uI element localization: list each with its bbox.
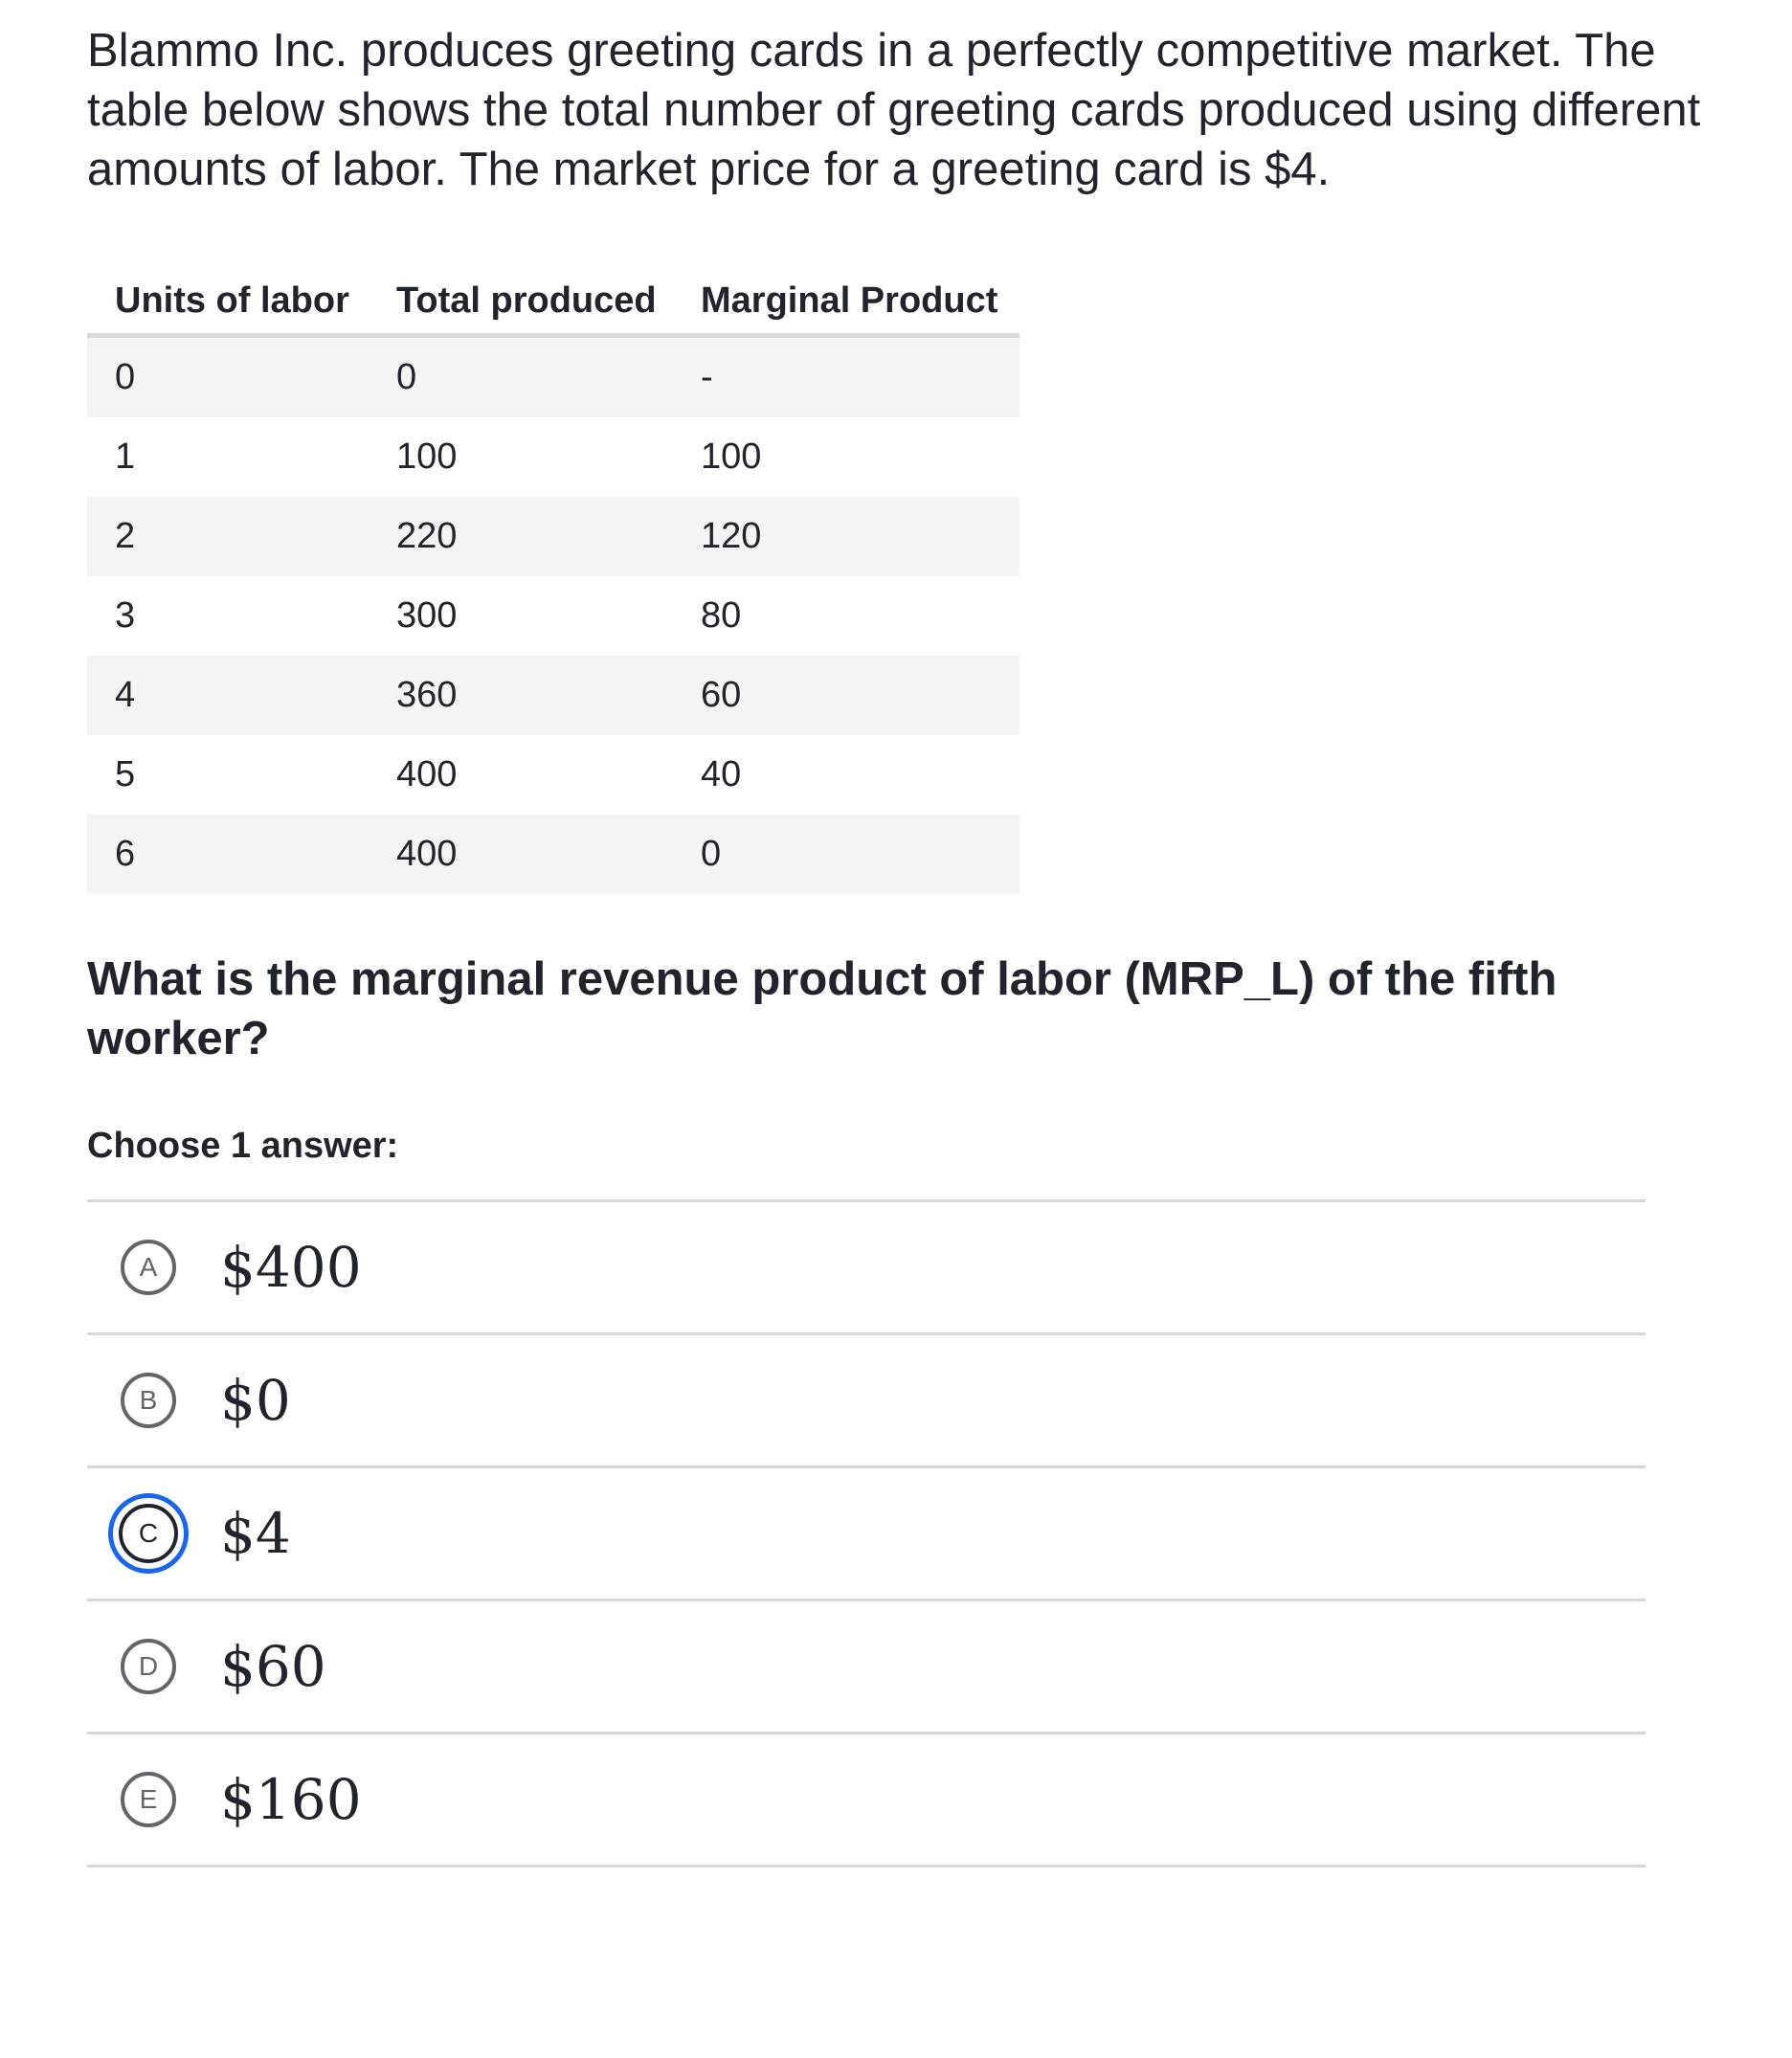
cell-units-of-labor: 5 <box>115 754 136 794</box>
cell-total-produced: 400 <box>369 815 673 894</box>
choice-label: $160 <box>220 1767 362 1832</box>
cell-marginal-product: 0 <box>673 815 1019 894</box>
cell-total-produced: 100 <box>396 436 458 477</box>
cell-marginal-product: 60 <box>673 656 1019 735</box>
cell-units-of-labor: 4 <box>87 656 369 735</box>
header-marginal-product: Marginal Product <box>673 268 1019 336</box>
cell-total-produced: 220 <box>369 497 673 576</box>
cell-total-produced: 0 <box>369 336 673 418</box>
choice-letter-c-icon: C <box>119 1504 178 1563</box>
cell-units-of-labor: 1 <box>115 436 136 477</box>
choice-b[interactable] <box>87 1335 1646 1468</box>
choice-letter-a-icon: A <box>121 1240 176 1295</box>
cell-marginal-product: 120 <box>673 497 1019 576</box>
table-header-row <box>87 268 1019 336</box>
choose-instruction: Choose 1 answer: <box>87 1126 399 1166</box>
choice-letter-e-icon: E <box>121 1772 176 1827</box>
cell-total-produced: 400 <box>396 754 458 794</box>
cell-total-produced: 360 <box>369 656 673 735</box>
choice-label: $60 <box>220 1634 326 1699</box>
cell-units-of-labor: 6 <box>87 815 369 894</box>
labor-table <box>87 268 1019 894</box>
table-row <box>87 576 1019 656</box>
exercise-content <box>87 21 1714 1868</box>
choice-letter-b-icon: B <box>121 1373 176 1428</box>
selected-ring-icon <box>108 1493 189 1574</box>
cell-units-of-labor: 3 <box>115 595 136 636</box>
choice-a[interactable] <box>87 1202 1646 1335</box>
cell-units-of-labor: 0 <box>87 336 369 418</box>
table-row <box>87 417 1019 497</box>
table-row <box>87 497 1019 576</box>
problem-intro: Blammo Inc. produces greeting cards in a perfectly competitive market. The table below shows the total number of greeting cards produced using different amounts of labor. The market price for a greeting card is $4. <box>87 25 1701 195</box>
choice-label: $400 <box>220 1235 362 1300</box>
choice-e[interactable] <box>87 1734 1646 1868</box>
choice-letter-d-icon: D <box>121 1639 176 1694</box>
cell-marginal-product: - <box>673 336 1019 418</box>
cell-marginal-product: 80 <box>701 595 742 636</box>
choice-c-selected[interactable] <box>87 1468 1646 1601</box>
table-row <box>87 656 1019 735</box>
cell-marginal-product: 100 <box>701 436 762 477</box>
choice-d[interactable] <box>87 1601 1646 1734</box>
header-units-of-labor: Units of labor <box>87 268 369 336</box>
choice-label: $0 <box>220 1368 291 1433</box>
table-row <box>87 336 1019 418</box>
header-total-produced: Total produced <box>369 268 673 336</box>
question-text: What is the marginal revenue product of labor (MRP_L) of the fifth worker? <box>87 953 1557 1064</box>
answer-choices <box>87 1199 1646 1868</box>
table-row <box>87 735 1019 815</box>
cell-marginal-product: 40 <box>701 754 742 794</box>
choice-label: $4 <box>220 1501 291 1566</box>
cell-units-of-labor: 2 <box>87 497 369 576</box>
table-row <box>87 815 1019 894</box>
cell-total-produced: 300 <box>396 595 458 636</box>
